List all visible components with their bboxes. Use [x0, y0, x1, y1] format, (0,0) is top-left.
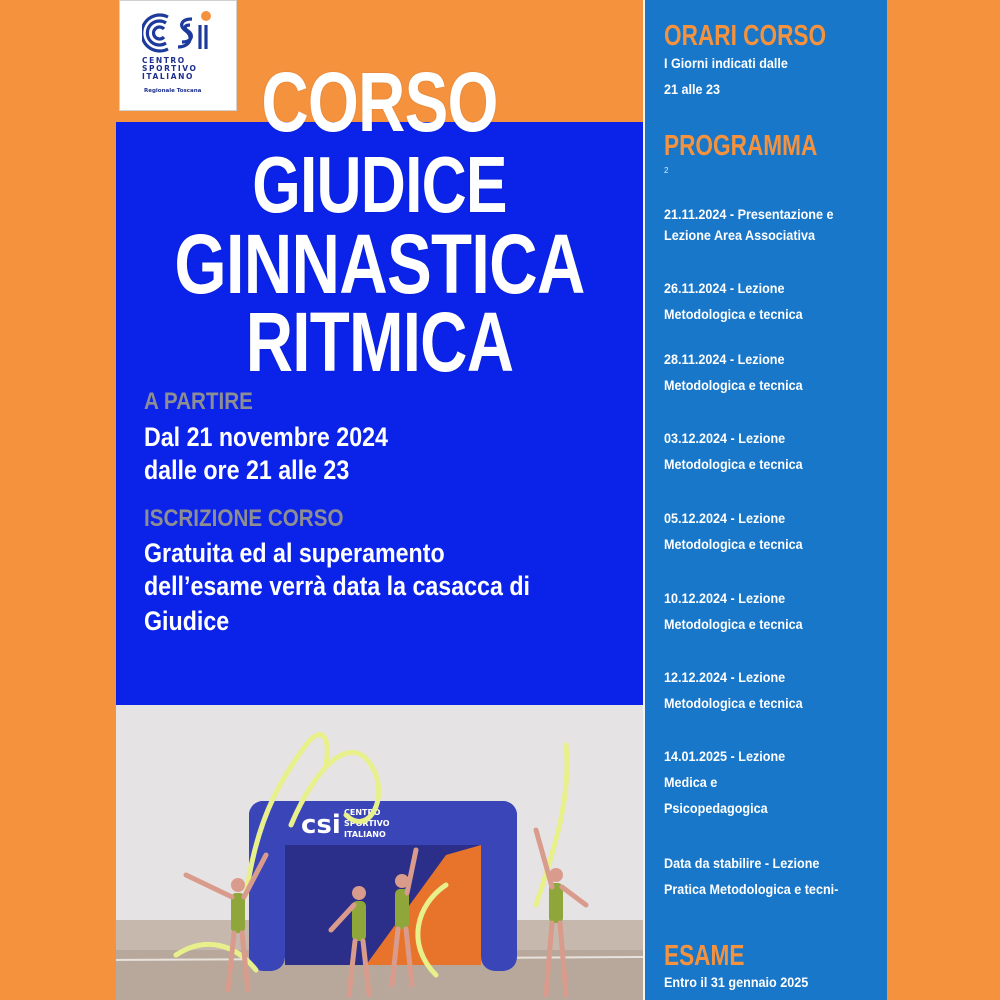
program-item-desc: Metodologica e tecnica — [664, 306, 803, 322]
program-item-desc: Medica e — [664, 774, 718, 790]
program-heading: PROGRAMMA — [664, 130, 818, 162]
program-item-desc: Metodologica e tecnica — [664, 616, 803, 632]
program-item-date: Data da stabilire - Lezione — [664, 855, 820, 871]
program-item — [664, 850, 889, 902]
arch-text-line-3: ITALIANO — [344, 830, 386, 839]
schedule-heading: ORARI CORSO — [664, 20, 827, 52]
program-item — [664, 425, 889, 477]
exam-date: Entro il 31 gennaio 2025 — [664, 974, 809, 990]
program-item-desc-extra: Psicopedagogica — [664, 800, 768, 816]
program-item — [664, 585, 889, 637]
program-item-desc: Pratica Metodologica e tecni- — [664, 881, 839, 897]
logo-line-3: ITALIANO — [142, 72, 194, 81]
program-item-date: 21.11.2024 - Presentazione e — [664, 206, 834, 222]
registration-line-1: Gratuita ed al superamento — [144, 538, 445, 568]
program-item — [664, 275, 889, 327]
registration-line-2: dell’esame verrà data la casacca di — [144, 571, 530, 601]
program-item — [664, 743, 889, 821]
arch-logo-mark: csi — [301, 810, 341, 840]
registration-line-3: Giudice — [144, 606, 230, 636]
program-item-date: 03.12.2024 - Lezione — [664, 430, 786, 446]
schedule-line-1: I Giorni indicati dalle — [664, 55, 788, 71]
program-item-date: 26.11.2024 - Lezione — [664, 280, 785, 296]
title-line-4: RITMICA — [245, 295, 514, 389]
arch-text-line-2: SPORTIVO — [344, 819, 390, 828]
start-date: Dal 21 novembre 2024 — [144, 422, 388, 452]
program-item-desc: Lezione Area Associativa — [664, 227, 816, 243]
program-item-desc: Metodologica e tecnica — [664, 536, 803, 552]
logo-line-2: SPORTIVO — [142, 64, 198, 73]
poster-main — [116, 0, 643, 1000]
registration-label: ISCRIZIONE CORSO — [144, 505, 344, 532]
program-item-desc: Metodologica e tecnica — [664, 377, 803, 393]
start-time: dalle ore 21 alle 23 — [144, 455, 350, 485]
program-sidebar — [643, 0, 887, 1000]
start-label: A PARTIRE — [144, 388, 253, 415]
title-line-1: CORSO — [261, 55, 498, 149]
program-item-date: 28.11.2024 - Lezione — [664, 351, 785, 367]
program-item — [664, 664, 889, 716]
program-note: 2 — [664, 166, 669, 175]
csi-logo-mark-icon — [142, 9, 216, 57]
arch-text-line-1: CENTRO — [344, 808, 381, 817]
schedule-line-2: 21 alle 23 — [664, 81, 721, 97]
logo-region: Regionale Toscana — [144, 88, 202, 94]
program-item — [664, 346, 889, 398]
program-item-desc: Metodologica e tecnica — [664, 456, 803, 472]
exam-heading: ESAME — [664, 940, 745, 972]
program-item-date: 05.12.2024 - Lezione — [664, 510, 786, 526]
title-line-3: GINNASTICA — [174, 217, 585, 311]
program-item — [664, 204, 889, 246]
program-item — [664, 505, 889, 557]
program-item-date: 14.01.2025 - Lezione — [664, 748, 786, 764]
gymnastics-scene-illustration — [116, 705, 643, 1000]
program-item-desc: Metodologica e tecnica — [664, 695, 803, 711]
logo-line-1: CENTRO — [142, 56, 186, 65]
title-line-2: GIUDICE — [252, 140, 507, 229]
program-item-date: 12.12.2024 - Lezione — [664, 669, 786, 685]
gymnastics-photo — [116, 705, 643, 1000]
program-item-date: 10.12.2024 - Lezione — [664, 590, 786, 606]
